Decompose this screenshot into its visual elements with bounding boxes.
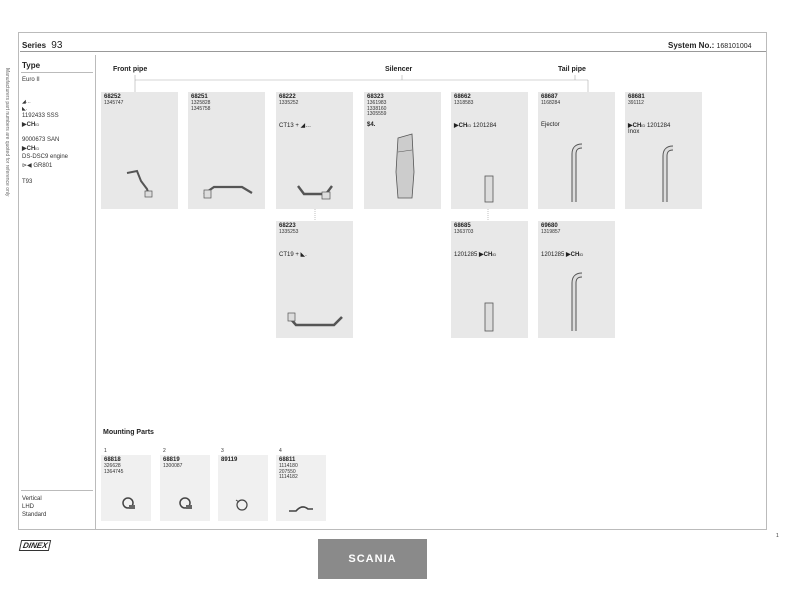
part-card-68687[interactable] bbox=[538, 92, 615, 209]
type-footer-lhd: LHD bbox=[22, 504, 35, 510]
system-value: 168101004 bbox=[716, 43, 752, 50]
ch-icon: ▶CH bbox=[628, 123, 642, 129]
part-number: 68323 bbox=[367, 94, 384, 100]
part-note: Ejector bbox=[541, 122, 560, 128]
section-front-pipe: Front pipe bbox=[113, 66, 148, 73]
type-line-model: T93 bbox=[22, 179, 33, 185]
part-ref: 1325828 bbox=[191, 100, 211, 106]
part-ref: 1335253 bbox=[279, 229, 299, 235]
type-title: Type bbox=[22, 61, 41, 70]
part-note bbox=[279, 251, 307, 258]
clamp-note: 1201285 bbox=[454, 252, 478, 258]
part-card-68223[interactable] bbox=[276, 221, 353, 338]
part-refs bbox=[279, 464, 298, 481]
clamp-icon bbox=[119, 495, 137, 511]
ring-icon: ◣. bbox=[300, 252, 307, 258]
part-card-68681[interactable] bbox=[625, 92, 702, 209]
ring-icon: ◣. bbox=[22, 106, 28, 112]
gear-icon: ⊳◀ bbox=[22, 163, 34, 169]
scania-brand-bar: SCANIA bbox=[318, 539, 427, 579]
part-ref: 1345758 bbox=[191, 105, 211, 112]
part-number: 68251 bbox=[191, 94, 208, 100]
part-number: 68685 bbox=[454, 223, 471, 229]
type-line-gearbox bbox=[22, 163, 52, 170]
part-note bbox=[279, 122, 311, 129]
part-ref: 326628 bbox=[104, 463, 121, 469]
part-refs bbox=[367, 101, 386, 118]
part-refs bbox=[104, 464, 123, 475]
part-note bbox=[541, 251, 583, 258]
mount-card-68819[interactable] bbox=[160, 448, 210, 521]
part-ref: 1114182 bbox=[279, 474, 298, 480]
part-ref: 1114180 bbox=[279, 463, 298, 469]
section-tail-pipe: Tail pipe bbox=[558, 66, 586, 73]
header-divider bbox=[20, 51, 766, 52]
clamp-note: 1201284 bbox=[646, 123, 671, 129]
part-ref: 1335252 bbox=[279, 100, 299, 106]
part-number: 68818 bbox=[104, 457, 121, 463]
type-line-engine: DS-DSC9 engine bbox=[22, 154, 69, 160]
part-ref: 207550 bbox=[279, 468, 296, 475]
gearbox-value: GR801 bbox=[33, 163, 53, 169]
type-divider bbox=[21, 72, 93, 73]
ch-icon: ▶CH bbox=[479, 252, 493, 258]
part-ref: 1361983 bbox=[367, 100, 387, 106]
part-number: 68252 bbox=[104, 94, 121, 100]
side-note: Manufacturers part numbers are quoted for reference only bbox=[4, 68, 10, 197]
part-ref: 1305559 bbox=[367, 111, 387, 117]
part-ref: 1338160 bbox=[367, 105, 387, 112]
part-card-68685[interactable] bbox=[451, 221, 528, 338]
part-card-69680[interactable] bbox=[538, 221, 615, 338]
front-pipe-icon bbox=[123, 167, 163, 199]
part-number: 89119 bbox=[221, 457, 238, 463]
part-number: 68819 bbox=[163, 457, 180, 463]
front-pipe-icon bbox=[202, 180, 257, 202]
silencer-icon bbox=[390, 132, 420, 204]
part-note bbox=[454, 122, 496, 129]
tail-pipe-icon bbox=[483, 301, 497, 333]
ch-icon-suffix: ID bbox=[492, 252, 497, 257]
part-note bbox=[454, 251, 496, 258]
clamp-note: 1201285 bbox=[541, 252, 565, 258]
part-card-68251[interactable] bbox=[188, 92, 265, 209]
material-note: Inox bbox=[628, 129, 640, 135]
part-ref: 1364745 bbox=[104, 468, 124, 475]
seal-icon: ◢… bbox=[300, 123, 312, 129]
part-number: 68811 bbox=[279, 457, 296, 463]
weight-icon: $4. bbox=[367, 122, 376, 128]
part-number: 68662 bbox=[454, 94, 471, 100]
dinex-logo: DINEX bbox=[19, 540, 52, 551]
type-panel-divider bbox=[95, 55, 96, 530]
front-pipe-icon bbox=[286, 311, 346, 333]
section-silencer: Silencer bbox=[385, 66, 413, 73]
mount-index: 3 bbox=[221, 448, 224, 454]
part-number: 68687 bbox=[541, 94, 558, 100]
bracket-icon bbox=[286, 501, 316, 515]
part-card-68323[interactable] bbox=[364, 92, 441, 209]
mount-index: 1 bbox=[104, 448, 107, 454]
system-header bbox=[668, 41, 752, 50]
seal-icon: ◢… bbox=[22, 99, 31, 105]
tail-pipe-icon bbox=[659, 144, 679, 204]
ch-icon: ▶CHID bbox=[22, 122, 40, 128]
part-number: 68222 bbox=[279, 94, 296, 100]
part-ref: 1363703 bbox=[454, 229, 474, 235]
ch-icon-suffix: ID bbox=[641, 123, 646, 128]
mount-index: 4 bbox=[279, 448, 282, 454]
part-note bbox=[628, 122, 670, 129]
part-number: 69680 bbox=[541, 223, 558, 229]
series-value: 93 bbox=[51, 40, 63, 51]
system-label: System No.: bbox=[668, 41, 715, 50]
part-refs bbox=[191, 101, 210, 112]
ch-icon-suffix: ID bbox=[579, 252, 584, 257]
ch-icon: ▶CH bbox=[454, 123, 468, 129]
ring-clamp-icon bbox=[233, 497, 251, 513]
part-card-68662[interactable] bbox=[451, 92, 528, 209]
tail-pipe-icon bbox=[568, 271, 588, 333]
part-ref: 1319857 bbox=[541, 229, 561, 235]
series-label: Series bbox=[22, 41, 47, 50]
type-line-euro: Euro II bbox=[22, 77, 40, 83]
clamp-note: CT13 + bbox=[279, 123, 301, 129]
type-footer-vertical: Vertical bbox=[22, 496, 42, 502]
part-ref: 1318583 bbox=[454, 100, 474, 106]
ch-icon: ▶CH bbox=[566, 252, 580, 258]
clamp-icon bbox=[176, 495, 194, 511]
mount-card-68818[interactable] bbox=[101, 448, 151, 521]
tail-pipe-icon bbox=[483, 174, 497, 204]
mount-card-89119[interactable] bbox=[218, 448, 268, 521]
mount-index: 2 bbox=[163, 448, 166, 454]
part-ref: 1300087 bbox=[163, 463, 183, 469]
type-line-san: 9000673 SAN bbox=[22, 137, 60, 143]
part-ref: 1345747 bbox=[104, 100, 124, 106]
footer-divider-left bbox=[21, 490, 93, 491]
type-line-sss: 1192433 SSS bbox=[22, 113, 59, 119]
ch-icon-2: ▶CHID bbox=[22, 146, 40, 152]
type-footer-standard: Standard bbox=[22, 512, 47, 518]
ch-icon-suffix: ID bbox=[467, 123, 472, 128]
section-bracket-lines bbox=[100, 72, 720, 94]
part-ref: 1168284 bbox=[541, 100, 561, 106]
clamp-note: 1201284 bbox=[472, 123, 497, 129]
part-card-68252[interactable] bbox=[101, 92, 178, 209]
front-pipe-icon bbox=[294, 180, 339, 202]
part-ref: 391112 bbox=[628, 100, 644, 106]
series-header bbox=[22, 40, 62, 51]
section-mounting-parts: Mounting Parts bbox=[103, 429, 154, 436]
clamp-note: CT19 + bbox=[279, 252, 301, 258]
part-card-68222[interactable] bbox=[276, 92, 353, 209]
page-number: 1 bbox=[776, 533, 779, 539]
mount-card-68811[interactable] bbox=[276, 448, 326, 521]
tail-pipe-icon bbox=[568, 142, 588, 204]
part-number: 68681 bbox=[628, 94, 645, 100]
part-number: 68223 bbox=[279, 223, 296, 229]
